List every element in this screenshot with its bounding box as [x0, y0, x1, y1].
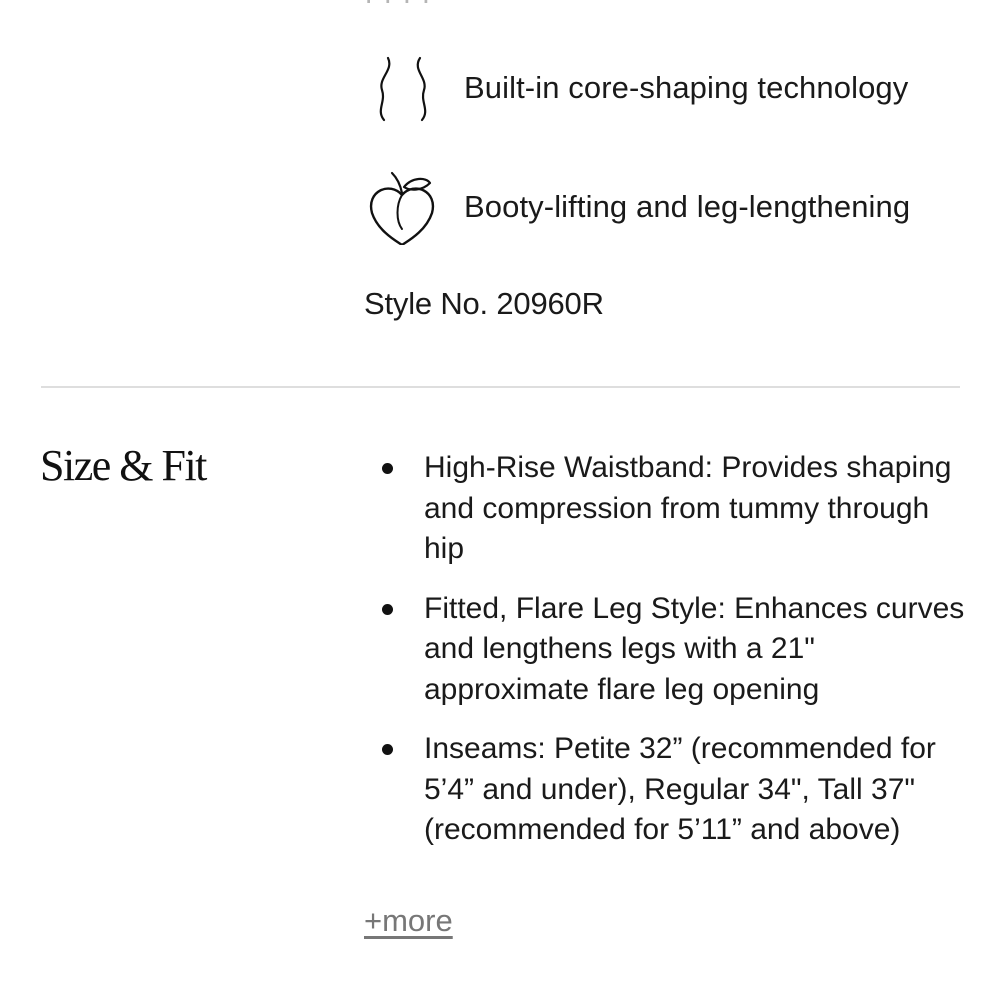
section-divider: [41, 386, 960, 388]
list-item: [364, 448, 974, 570]
feature-item-core-shaping: [364, 50, 908, 126]
compression-icon: [364, 0, 432, 8]
list-item-text: High-Rise Waistband: Provides shaping and compression from tummy through hip: [424, 451, 952, 565]
list-item-text: Inseams: Petite 32” (recommended for 5’4” and under), Regular 34", Tall 37" (recommended for 5’11” and above): [424, 732, 936, 846]
list-item-text: Fitted, Flare Leg Style: Enhances curves and lengthens legs with a 21" approximate flare leg opening: [424, 591, 965, 706]
list-item: [364, 589, 974, 711]
bullet-dot: [382, 463, 393, 474]
feature-label: Built-in core-shaping technology: [464, 70, 909, 105]
style-number: Style No. 20960R: [364, 286, 604, 321]
bullet-dot: [382, 744, 393, 755]
size-fit-list: [364, 448, 974, 870]
bullet-dot: [382, 604, 393, 615]
section-title-size-fit: Size & Fit: [40, 441, 206, 490]
peach-icon: [364, 169, 440, 245]
body-curve-icon: [364, 50, 440, 126]
more-link[interactable]: +more: [364, 903, 453, 938]
list-item: [364, 729, 974, 851]
feature-item-booty-lifting: [364, 169, 910, 245]
feature-item-partial: [364, 0, 964, 8]
feature-label: Booty-lifting and leg-lengthening: [464, 189, 911, 224]
